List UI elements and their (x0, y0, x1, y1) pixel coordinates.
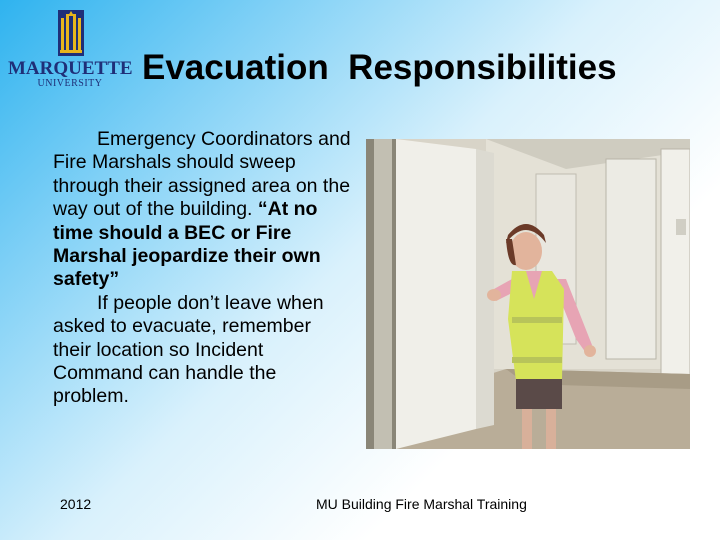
paragraph-1-text: Emergency Coordinators and Fire Marshals should sweep through their assigned area on the way out of the building. (53, 128, 351, 221)
paragraph-2-text: If people don’t leave when asked to evacuate, remember their location so Incident Command can handle the problem. (53, 291, 324, 408)
paragraph-2 (53, 292, 353, 409)
marquette-logo (8, 8, 132, 88)
footer-year: 2012 (60, 496, 92, 512)
fire-marshal-photo (366, 139, 690, 449)
footer-title: MU Building Fire Marshal Training (316, 496, 527, 512)
safety-quote: “At no time should a BEC or Fire Marshal jeopardize their own safety” (53, 198, 321, 291)
paragraph-1 (53, 128, 353, 292)
logo-subtitle: UNIVERSITY (37, 78, 103, 89)
logo-name: MARQUETTE (8, 58, 133, 79)
university-crest-icon (58, 10, 84, 56)
slide-body (53, 128, 353, 409)
slide-title: Evacuation Responsibilities (142, 48, 617, 87)
